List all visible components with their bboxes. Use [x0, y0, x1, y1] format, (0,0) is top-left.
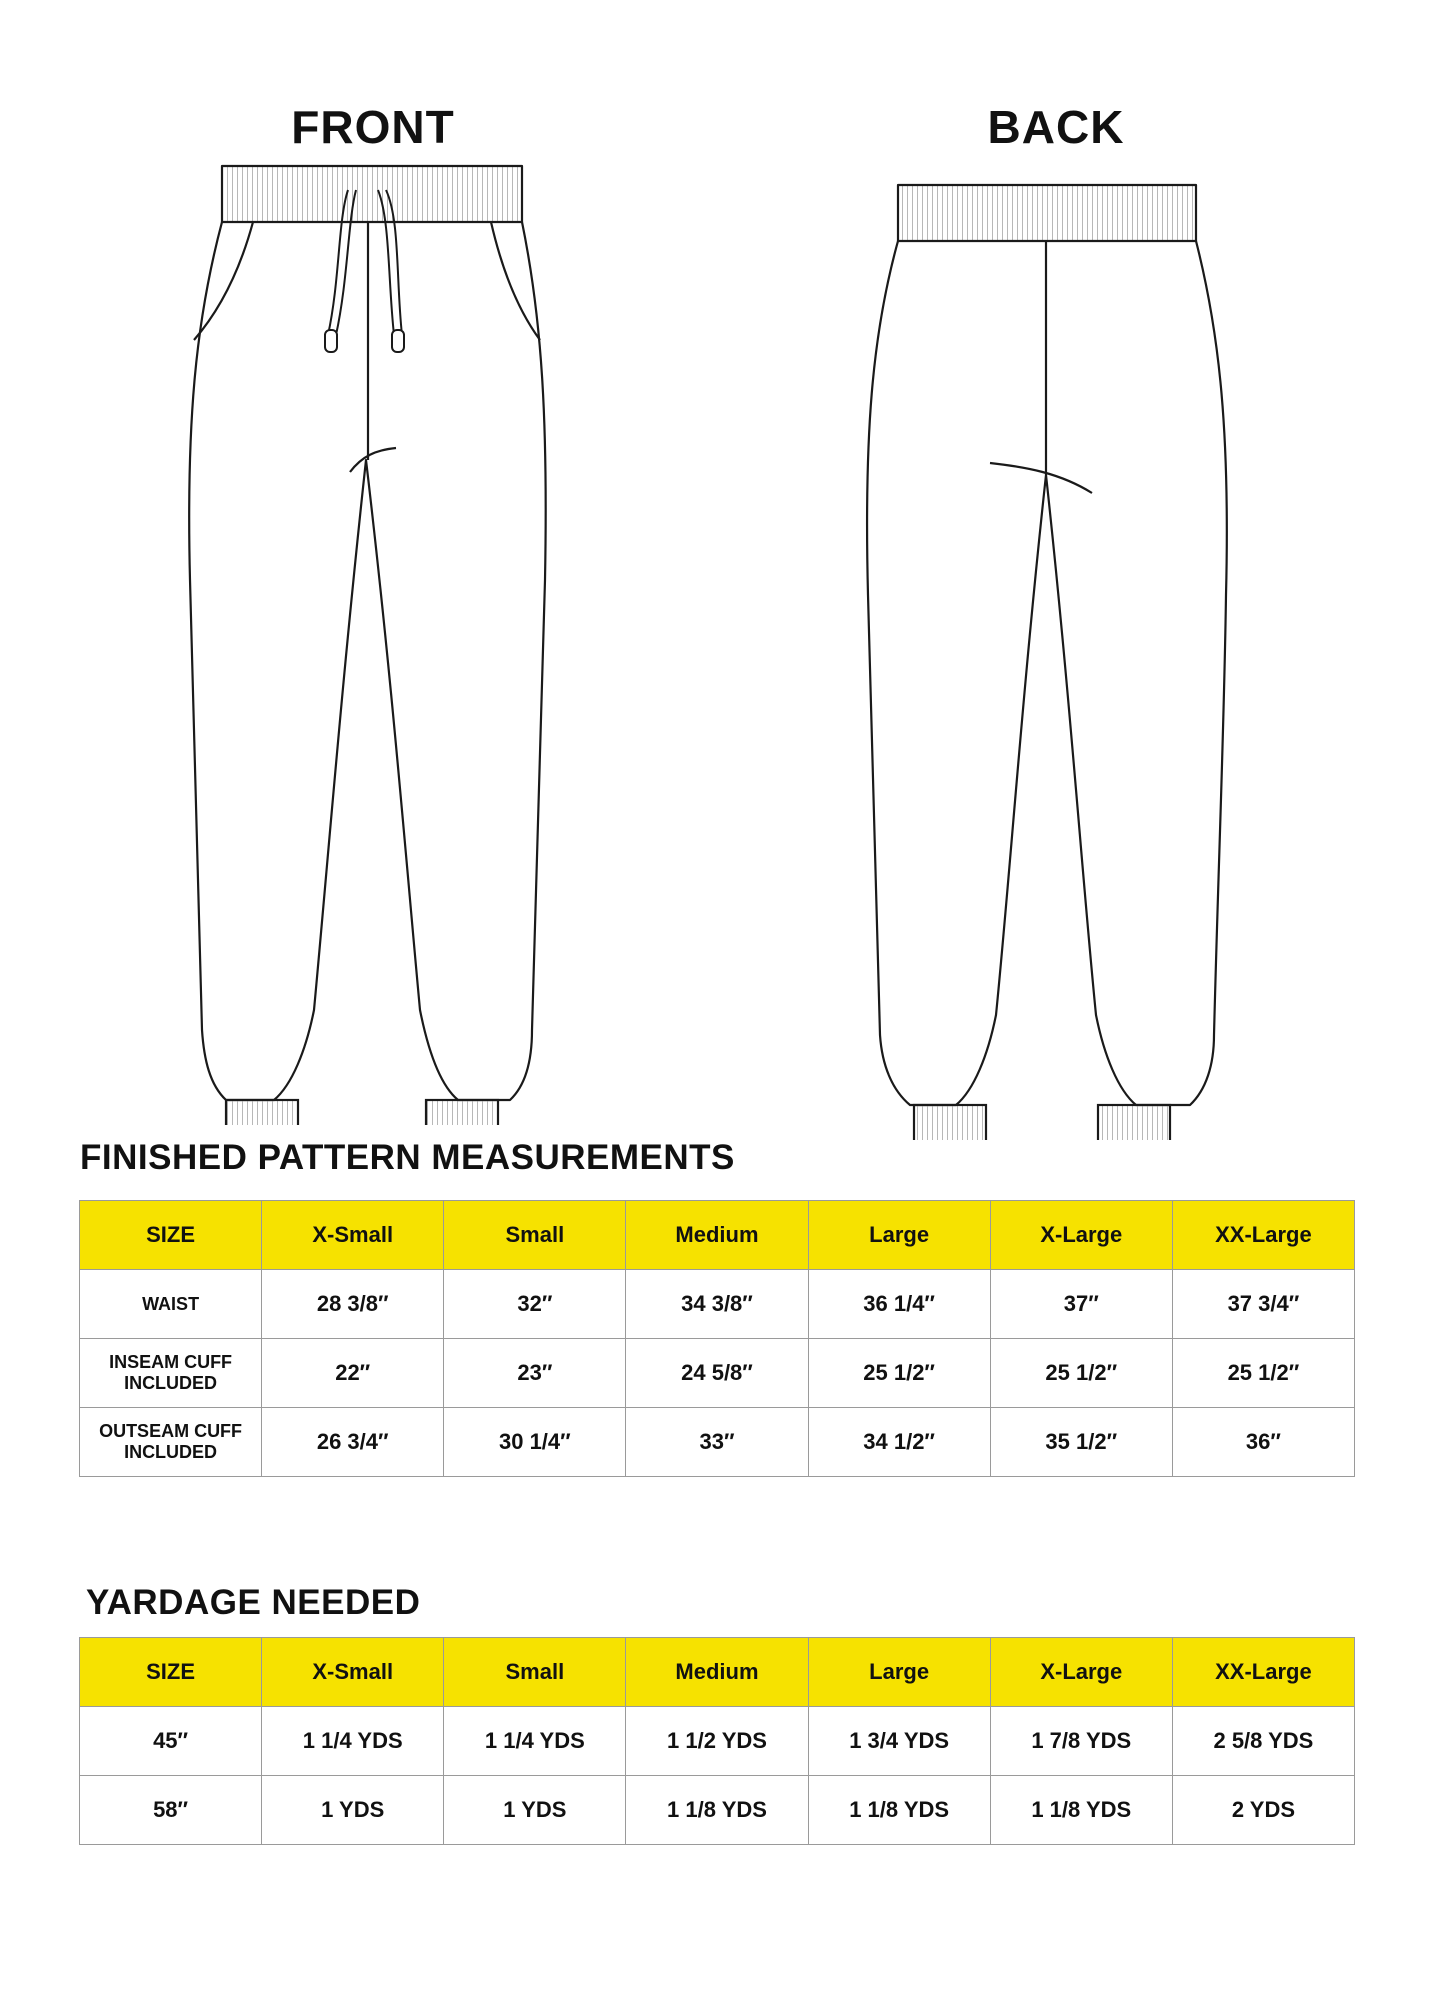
header-cell-medium: Medium: [626, 1201, 808, 1270]
table-cell: 1 1/4 YDS: [262, 1707, 444, 1776]
table-cell: 1 7/8 YDS: [990, 1707, 1172, 1776]
yardage-section-title: YARDAGE NEEDED: [86, 1583, 421, 1622]
table-cell: 33″: [626, 1408, 808, 1477]
table-cell: 26 3/4″: [262, 1408, 444, 1477]
row-label: OUTSEAM CUFF INCLUDED: [80, 1408, 262, 1477]
table-cell: 28 3/8″: [262, 1270, 444, 1339]
measurements-section-title: FINISHED PATTERN MEASUREMENTS: [80, 1138, 735, 1177]
header-cell-small: Small: [444, 1201, 626, 1270]
table-row: [80, 1707, 1355, 1776]
header-cell-small: Small: [444, 1638, 626, 1707]
row-label: WAIST: [80, 1270, 262, 1339]
row-label: 58″: [80, 1776, 262, 1845]
table-cell: 24 5/8″: [626, 1339, 808, 1408]
header-cell-x-small: X-Small: [262, 1201, 444, 1270]
back-view-title: BACK: [987, 101, 1125, 153]
header-cell-size: SIZE: [80, 1201, 262, 1270]
table-row: [80, 1339, 1355, 1408]
table-cell: 36″: [1172, 1408, 1354, 1477]
table-cell: 37″: [990, 1270, 1172, 1339]
header-cell-large: Large: [808, 1201, 990, 1270]
table-row: [80, 1408, 1355, 1477]
front-pants-sketch: [180, 160, 580, 1125]
yardage-table: [79, 1637, 1355, 1845]
header-cell-xx-large: XX-Large: [1172, 1201, 1354, 1270]
measurements-header-row: [80, 1201, 1355, 1270]
row-label: INSEAM CUFF INCLUDED: [80, 1339, 262, 1408]
yardage-header-row: [80, 1638, 1355, 1707]
table-cell: 1 3/4 YDS: [808, 1707, 990, 1776]
measurements-table: [79, 1200, 1355, 1477]
header-cell-xx-large: XX-Large: [1172, 1638, 1354, 1707]
back-pants-sketch: [860, 175, 1260, 1140]
table-cell: 32″: [444, 1270, 626, 1339]
table-cell: 23″: [444, 1339, 626, 1408]
table-cell: 36 1/4″: [808, 1270, 990, 1339]
table-cell: 22″: [262, 1339, 444, 1408]
row-label: 45″: [80, 1707, 262, 1776]
table-cell: 35 1/2″: [990, 1408, 1172, 1477]
table-row: [80, 1776, 1355, 1845]
header-cell-x-small: X-Small: [262, 1638, 444, 1707]
table-cell: 1 1/2 YDS: [626, 1707, 808, 1776]
table-cell: 30 1/4″: [444, 1408, 626, 1477]
table-cell: 1 1/8 YDS: [808, 1776, 990, 1845]
header-cell-medium: Medium: [626, 1638, 808, 1707]
table-cell: 1 1/4 YDS: [444, 1707, 626, 1776]
table-cell: 1 YDS: [262, 1776, 444, 1845]
table-cell: 1 YDS: [444, 1776, 626, 1845]
table-cell: 25 1/2″: [1172, 1339, 1354, 1408]
table-cell: 2 5/8 YDS: [1172, 1707, 1354, 1776]
table-cell: 2 YDS: [1172, 1776, 1354, 1845]
table-cell: 34 3/8″: [626, 1270, 808, 1339]
header-cell-x-large: X-Large: [990, 1638, 1172, 1707]
table-cell: 1 1/8 YDS: [990, 1776, 1172, 1845]
table-cell: 1 1/8 YDS: [626, 1776, 808, 1845]
table-cell: 25 1/2″: [990, 1339, 1172, 1408]
header-cell-x-large: X-Large: [990, 1201, 1172, 1270]
table-row: [80, 1270, 1355, 1339]
header-cell-large: Large: [808, 1638, 990, 1707]
table-cell: 34 1/2″: [808, 1408, 990, 1477]
table-cell: 25 1/2″: [808, 1339, 990, 1408]
table-cell: 37 3/4″: [1172, 1270, 1354, 1339]
header-cell-size: SIZE: [80, 1638, 262, 1707]
front-view-title: FRONT: [291, 101, 455, 153]
